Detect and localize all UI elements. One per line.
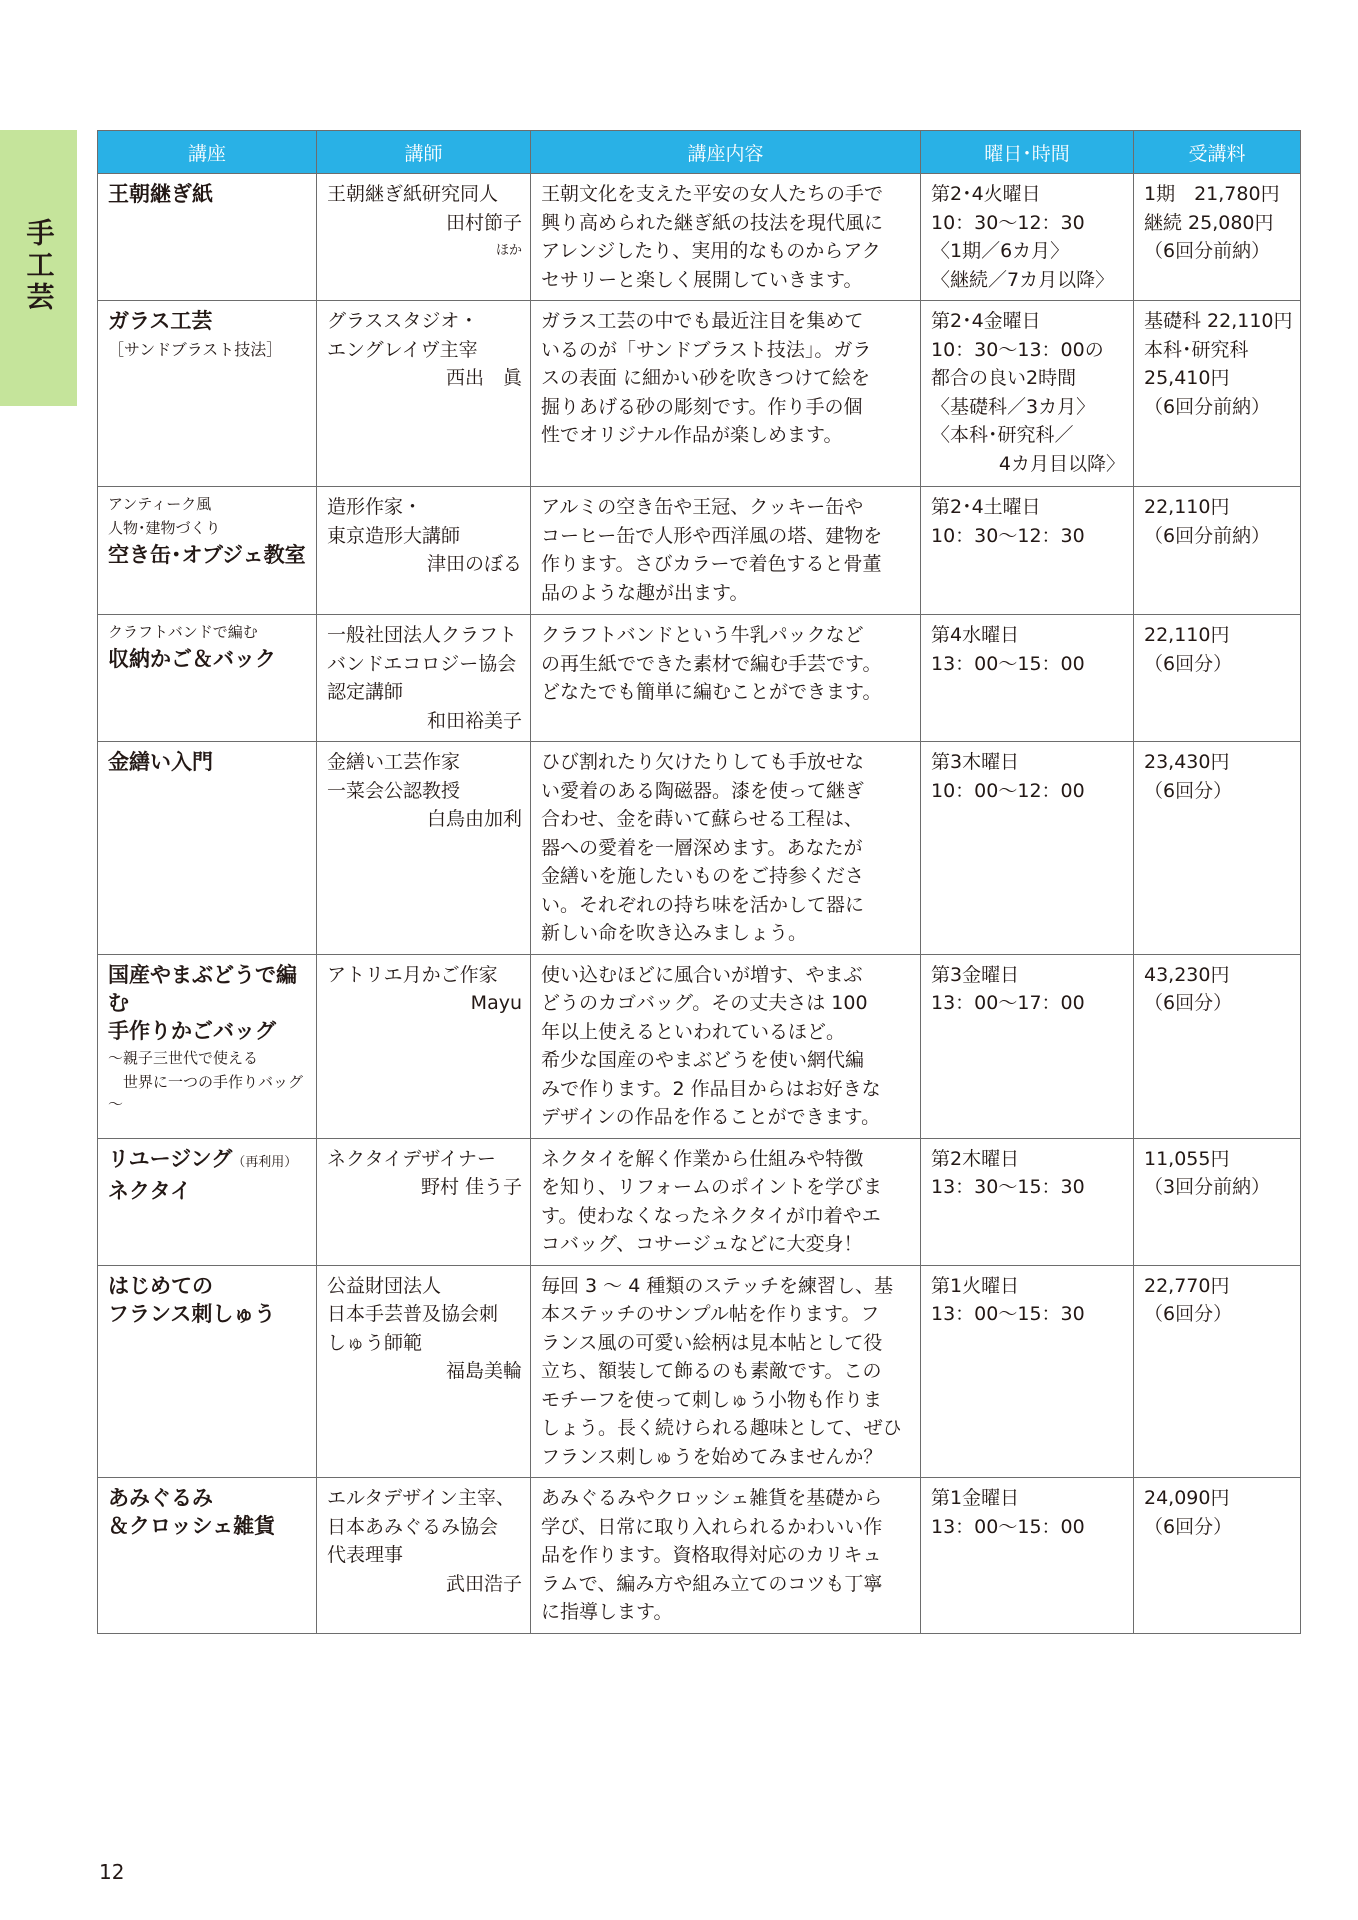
category-tab-label: 手工芸 — [22, 218, 56, 314]
schedule-cell — [921, 615, 1134, 742]
fee-cell — [1134, 742, 1301, 955]
schedule-line: 第3木曜日 — [931, 751, 1020, 773]
description-line: コバッグ、コサージュなどに大変身！ — [541, 1233, 863, 1255]
schedule-line: 13：00～15：00 — [931, 1515, 1085, 1538]
fee-line: 43,230円 — [1144, 963, 1230, 986]
description-cell — [531, 174, 921, 301]
teacher-affiliation: アトリエ月かご作家 — [327, 963, 498, 986]
schedule-cell — [921, 1265, 1134, 1478]
schedule-line: 13：30～15：30 — [931, 1176, 1085, 1198]
description-line: 年以上使えるといわれているほど。 — [541, 1020, 846, 1043]
description-line: 作ります。さびカラーで着色すると骨董 — [541, 553, 882, 575]
description-line: 興り高められた継ぎ紙の技法を現代風に — [541, 211, 884, 234]
fee-line: 25,410円 — [1144, 367, 1230, 389]
schedule-line: 〈本科･研究科／ — [931, 424, 1074, 446]
fee-cell — [1134, 954, 1301, 1138]
description-line: の再生紙でできた素材で編む手芸です。 — [541, 652, 882, 675]
header-teacher: 講師 — [317, 131, 531, 174]
course-cell — [98, 1478, 317, 1634]
fee-cell — [1134, 174, 1301, 301]
description-line: ガラス工芸の中でも最近注目を集めて — [541, 310, 864, 332]
fee-cell — [1134, 1265, 1301, 1478]
teacher-name-line — [327, 989, 522, 1018]
teacher-affiliation: ネクタイデザイナー — [327, 1147, 496, 1170]
schedule-cell — [921, 1138, 1134, 1265]
header-fee: 受講料 — [1134, 131, 1301, 174]
teacher-name-line — [327, 707, 522, 736]
teacher-affiliation: 一菜会公認教授 — [327, 779, 461, 802]
teacher-name-line — [327, 550, 522, 579]
schedule-line: 第4水曜日 — [931, 624, 1020, 646]
teacher-affiliation: エルタデザイン主宰、 — [327, 1487, 515, 1509]
schedule-cell — [921, 742, 1134, 955]
course-name: ネクタイ — [108, 1178, 192, 1203]
table-row — [98, 742, 1301, 955]
course-prefix: クラフトバンドで編む — [108, 623, 258, 641]
description-line: 合わせ、金を蒔いて蘇らせる工程は、 — [541, 808, 863, 830]
teacher-affiliation: 日本手芸普及協会刺 — [327, 1303, 499, 1325]
description-line: モチーフを使って刺しゅう小物も作りま — [541, 1388, 883, 1411]
fee-line: 11,055円 — [1144, 1147, 1230, 1170]
fee-cell — [1134, 487, 1301, 615]
description-line: を知り、リフォームのポイントを学びま — [541, 1176, 883, 1198]
fee-line: （6回分） — [1144, 992, 1233, 1014]
schedule-line: 〈1期／6カ月〉 — [931, 240, 1070, 262]
fee-line: （6回分） — [1144, 1515, 1233, 1538]
description-cell — [531, 1478, 921, 1634]
description-line: 新しい命を吹き込みましょう。 — [541, 922, 808, 944]
schedule-line: 10：30～12：30 — [931, 211, 1085, 234]
course-cell — [98, 1138, 317, 1265]
description-line: 金繕いを施したいものをご持参くださ — [541, 865, 865, 887]
course-name: ＆クロッシェ雑貨 — [108, 1514, 276, 1538]
fee-line: 本科･研究科 — [1144, 338, 1249, 361]
course-name: 手作りかごバッグ — [108, 1018, 276, 1043]
teacher-affiliation: 造形作家・ — [327, 496, 423, 518]
schedule-line: 第2木曜日 — [931, 1147, 1020, 1170]
description-line: しょう。長く続けられる趣味として、ぜひ — [541, 1417, 902, 1439]
description-cell — [531, 742, 921, 955]
schedule-cell — [921, 174, 1134, 301]
schedule-line: 〈基礎科／3カ月〉 — [931, 395, 1096, 418]
course-name: リユージング — [108, 1146, 233, 1171]
teacher-affiliation: 一般社団法人クラフト — [327, 624, 518, 646]
course-cell — [98, 1265, 317, 1478]
teacher-name-line — [327, 805, 522, 834]
teacher-affiliation: 日本あみぐるみ協会 — [327, 1515, 499, 1538]
description-line: 使い込むほどに風合いが増す、やまぶ — [541, 963, 863, 986]
fee-line: （6回分前納） — [1144, 395, 1271, 418]
fee-line: 22,110円 — [1144, 496, 1230, 518]
schedule-line: 第3金曜日 — [931, 963, 1020, 986]
table-header-row — [98, 131, 1301, 174]
course-cell — [98, 954, 317, 1138]
description-line: あみぐるみやクロッシェ雑貨を基礎から — [541, 1487, 883, 1509]
teacher-name: 津田のぼる — [426, 553, 522, 575]
teacher-name-line — [327, 1357, 522, 1386]
course-name: 金繕い入門 — [108, 750, 213, 774]
teacher-affiliation: バンドエコロジー協会 — [327, 652, 517, 675]
teacher-name: 武田浩子 — [445, 1572, 522, 1595]
description-line: アレンジしたり、実用的なものからアク — [541, 240, 881, 262]
schedule-cell — [921, 301, 1134, 487]
fee-cell — [1134, 1138, 1301, 1265]
table-row — [98, 174, 1301, 301]
course-tagline: 世界に一つの手作りバッグ～ — [108, 1072, 304, 1113]
course-subtitle: ［サンドブラスト技法］ — [108, 340, 283, 359]
teacher-name-line — [327, 1173, 522, 1202]
description-cell — [531, 615, 921, 742]
schedule-line: 〈継続／7カ月以降〉 — [931, 268, 1115, 291]
teacher-name-line — [327, 209, 522, 266]
table-row — [98, 1478, 1301, 1634]
fee-line: 23,430円 — [1144, 751, 1230, 773]
description-cell — [531, 487, 921, 615]
description-cell — [531, 1138, 921, 1265]
teacher-name: 白鳥由加利 — [426, 808, 522, 830]
schedule-line: 第2･4火曜日 — [931, 183, 1041, 205]
table-row — [98, 1138, 1301, 1265]
fee-line: （6回分） — [1144, 779, 1233, 802]
teacher-cell — [317, 1478, 531, 1634]
table-row — [98, 615, 1301, 742]
fee-line: 24,090円 — [1144, 1487, 1230, 1509]
course-name: はじめての — [108, 1273, 213, 1298]
fee-cell — [1134, 615, 1301, 742]
table-row — [98, 1265, 1301, 1478]
description-line: どなたでも簡単に編むことができます。 — [541, 681, 882, 703]
course-name: 王朝継ぎ紙 — [108, 182, 213, 206]
teacher-cell — [317, 174, 531, 301]
table-row — [98, 954, 1301, 1138]
teacher-cell — [317, 954, 531, 1138]
description-line: いるのが「サンドブラスト技法」。ガラ — [541, 338, 872, 361]
course-name-line — [108, 1145, 308, 1177]
schedule-cell — [921, 487, 1134, 615]
schedule-line: 10：30～13：00の — [931, 338, 1104, 361]
course-name: 国産やまぶどうで編む — [108, 962, 297, 1015]
description-line: クラフトバンドという牛乳パックなど — [541, 624, 864, 646]
description-line: す。使わなくなったネクタイが巾着やエ — [541, 1204, 881, 1227]
fee-line: （6回分） — [1144, 1303, 1233, 1325]
schedule-line: 都合の良い2時間 — [931, 367, 1077, 389]
teacher-name-line — [327, 364, 522, 393]
course-name: ガラス工芸 — [108, 309, 213, 333]
fee-line: （6回分） — [1144, 652, 1233, 675]
teacher-cell — [317, 742, 531, 955]
description-line: アルミの空き缶や王冠、クッキー缶や — [541, 496, 864, 518]
page-number: 12 — [99, 1860, 125, 1884]
description-line: い愛着のある陶磁器。漆を使って継ぎ — [541, 779, 865, 802]
fee-line: （6回分前納） — [1144, 240, 1271, 262]
description-line: ひび割れたり欠けたりしても手放せな — [541, 751, 865, 773]
description-line: 性でオリジナル作品が楽しめます。 — [541, 424, 843, 446]
teacher-name: 西出 眞 — [445, 367, 522, 389]
course-cell — [98, 174, 317, 301]
description-line: どうのカゴバッグ。その丈夫さは 100 — [541, 992, 868, 1014]
teacher-affiliation: 公益財団法人 — [327, 1274, 442, 1297]
description-line: セサリーと楽しく展開していきます。 — [541, 268, 863, 291]
description-line: 品のような趣が出ます。 — [541, 581, 749, 604]
teacher-name-line — [327, 1570, 522, 1599]
description-line: ラムで、編み方や組み立てのコツも丁寧 — [541, 1572, 883, 1595]
teacher-name: 田村節子 — [445, 211, 522, 234]
description-line: 本ステッチのサンプル帖を作ります。フ — [541, 1303, 880, 1325]
course-name: 空き缶･オブジェ教室 — [108, 543, 306, 567]
schedule-line: 第1金曜日 — [931, 1487, 1020, 1509]
schedule-line: 13：00～15：30 — [931, 1303, 1085, 1325]
description-line: 王朝文化を支えた平安の女人たちの手で — [541, 183, 884, 205]
teacher-affiliation: 認定講師 — [327, 681, 404, 703]
schedule-line: 13：00～17：00 — [931, 992, 1085, 1014]
description-line: 学び、日常に取り入れられるかわいい作 — [541, 1515, 883, 1538]
fee-line: 22,770円 — [1144, 1274, 1230, 1297]
schedule-line: 4カ月目以降〉 — [998, 452, 1125, 475]
description-line: デザインの作品を作ることができます。 — [541, 1106, 881, 1128]
description-line: 毎回 3 ～ 4 種類のステッチを練習し、基 — [541, 1274, 893, 1297]
fee-line: 基礎科 22,110円 — [1144, 310, 1293, 332]
course-cell — [98, 742, 317, 955]
description-line: 希少な国産のやまぶどうを使い網代編 — [541, 1049, 865, 1071]
teacher-cell — [317, 1265, 531, 1478]
schedule-line: 10：30～12：30 — [931, 524, 1085, 547]
description-cell — [531, 954, 921, 1138]
course-tagline: ～親子三世代で使える — [108, 1048, 259, 1067]
course-prefix: アンティーク風 — [108, 495, 212, 513]
table-row — [98, 487, 1301, 615]
teacher-affiliation: 東京造形大講師 — [327, 524, 461, 547]
schedule-line: 第2･4土曜日 — [931, 496, 1041, 518]
description-line: スの表面 に細かい砂を吹きつけて絵を — [541, 367, 871, 389]
category-tab — [0, 130, 77, 406]
course-name: あみぐるみ — [108, 1486, 213, 1510]
teacher-name: Mayu — [470, 992, 522, 1014]
fee-line: 1期 21,780円 — [1144, 183, 1280, 205]
schedule-line: 第2･4金曜日 — [931, 310, 1041, 332]
fee-cell — [1134, 1478, 1301, 1634]
teacher-affiliation: 代表理事 — [327, 1544, 404, 1566]
description-line: 品を作ります。資格取得対応のカリキュ — [541, 1544, 882, 1566]
teacher-affiliation: 金繕い工芸作家 — [327, 751, 461, 773]
header-schedule: 曜日･時間 — [921, 131, 1134, 174]
description-line: コーヒー缶で人形や西洋風の塔、建物を — [541, 524, 883, 547]
teacher-affiliation: エングレイヴ主宰 — [327, 338, 478, 361]
description-line: フランス刺しゅうを始めてみませんか？ — [541, 1445, 883, 1468]
teacher-affiliation: グラススタジオ・ — [327, 310, 479, 332]
header-course: 講座 — [98, 131, 317, 174]
description-line: 掘りあげる砂の彫刻です。作り手の個 — [541, 395, 863, 418]
course-name-note: （再利用） — [232, 1154, 298, 1170]
schedule-line: 第1火曜日 — [931, 1274, 1020, 1297]
description-line: 立ち、額装して飾るのも素敵です。この — [541, 1360, 882, 1382]
course-cell — [98, 487, 317, 615]
teacher-name: 野村 佳う子 — [420, 1176, 522, 1198]
teacher-cell — [317, 301, 531, 487]
teacher-cell — [317, 1138, 531, 1265]
course-prefix: 人物･建物づくり — [108, 519, 221, 537]
course-name: 収納かご＆バック — [108, 647, 276, 671]
teacher-name: 和田裕美子 — [426, 709, 522, 732]
description-line: い。それぞれの持ち味を活かして器に — [541, 893, 865, 916]
header-description: 講座内容 — [531, 131, 921, 174]
fee-cell — [1134, 301, 1301, 487]
fee-line: （6回分前納） — [1144, 524, 1271, 547]
description-line: ランス風の可愛い絵柄は見本帖として役 — [541, 1331, 883, 1354]
schedule-line: 13：00～15：00 — [931, 652, 1085, 675]
teacher-name: 福島美輪 — [445, 1360, 522, 1382]
course-name: フランス刺しゅう — [108, 1301, 276, 1326]
teacher-cell — [317, 615, 531, 742]
fee-line: 継続 25,080円 — [1144, 211, 1274, 234]
teacher-affiliation: 王朝継ぎ紙研究同人 — [327, 183, 499, 205]
fee-line: 22,110円 — [1144, 624, 1230, 646]
description-line: ネクタイを解く作業から仕組みや特徴 — [541, 1147, 864, 1170]
description-cell — [531, 301, 921, 487]
course-cell — [98, 301, 317, 487]
description-line: に指導します。 — [541, 1601, 673, 1623]
fee-line: （3回分前納） — [1144, 1176, 1271, 1198]
schedule-cell — [921, 954, 1134, 1138]
description-line: みで作ります。2 作品目からはお好きな — [541, 1077, 881, 1100]
description-cell — [531, 1265, 921, 1478]
teacher-affiliation: しゅう師範 — [327, 1331, 423, 1354]
teacher-cell — [317, 487, 531, 615]
schedule-line: 10：00～12：00 — [931, 779, 1085, 802]
course-table — [97, 130, 1301, 1634]
schedule-cell — [921, 1478, 1134, 1634]
description-line: 器への愛着を一層深めます。あなたが — [541, 836, 863, 859]
course-cell — [98, 615, 317, 742]
table-row — [98, 301, 1301, 487]
teacher-name-suffix: ほか — [495, 243, 522, 258]
